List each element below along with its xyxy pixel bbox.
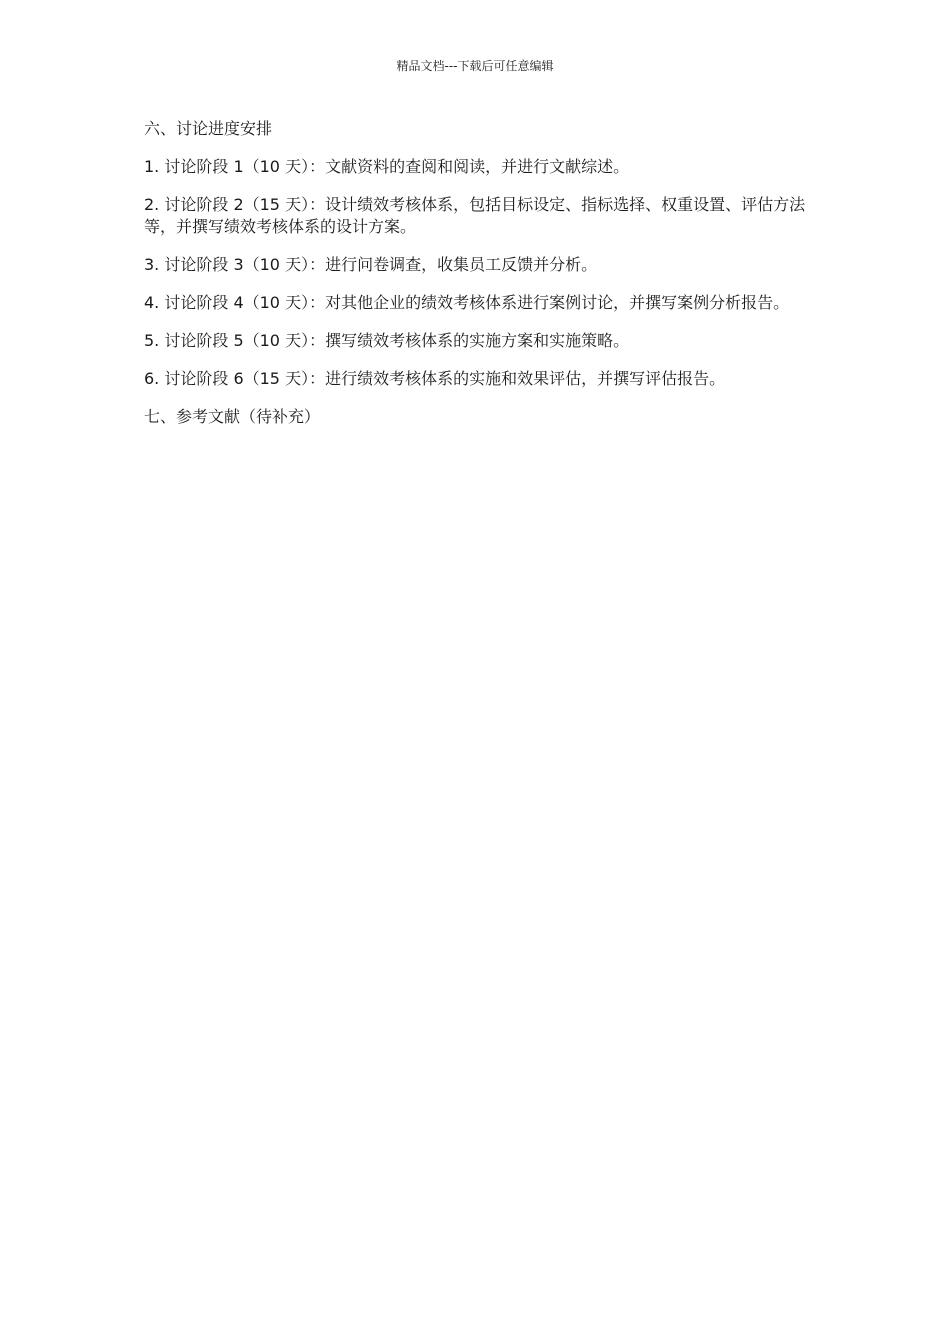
schedule-item-3: 3. 讨论阶段 3（10 天）：进行问卷调查，收集员工反馈并分析。 — [144, 255, 598, 274]
page-header: 精品文档---下载后可任意编辑 — [396, 59, 554, 73]
section-heading-schedule: 六、讨论进度安排 — [144, 119, 273, 138]
section-heading-references: 七、参考文献（待补充） — [144, 407, 321, 426]
schedule-item-4: 4. 讨论阶段 4（10 天）：对其他企业的绩效考核体系进行案例讨论，并撰写案例分析报告。 — [144, 293, 790, 312]
schedule-item-2: 2. 讨论阶段 2（15 天）：设计绩效考核体系，包括目标设定、指标选择、权重设置、评估方法等，并撰写绩效考核体系的设计方案。 — [144, 195, 806, 236]
schedule-item-5: 5. 讨论阶段 5（10 天）：撰写绩效考核体系的实施方案和实施策略。 — [144, 331, 630, 350]
schedule-item-6: 6. 讨论阶段 6（15 天）：进行绩效考核体系的实施和效果评估，并撰写评估报告。 — [144, 369, 726, 388]
document-body — [144, 118, 812, 444]
schedule-item-1: 1. 讨论阶段 1（10 天）：文献资料的查阅和阅读，并进行文献综述。 — [144, 157, 630, 176]
